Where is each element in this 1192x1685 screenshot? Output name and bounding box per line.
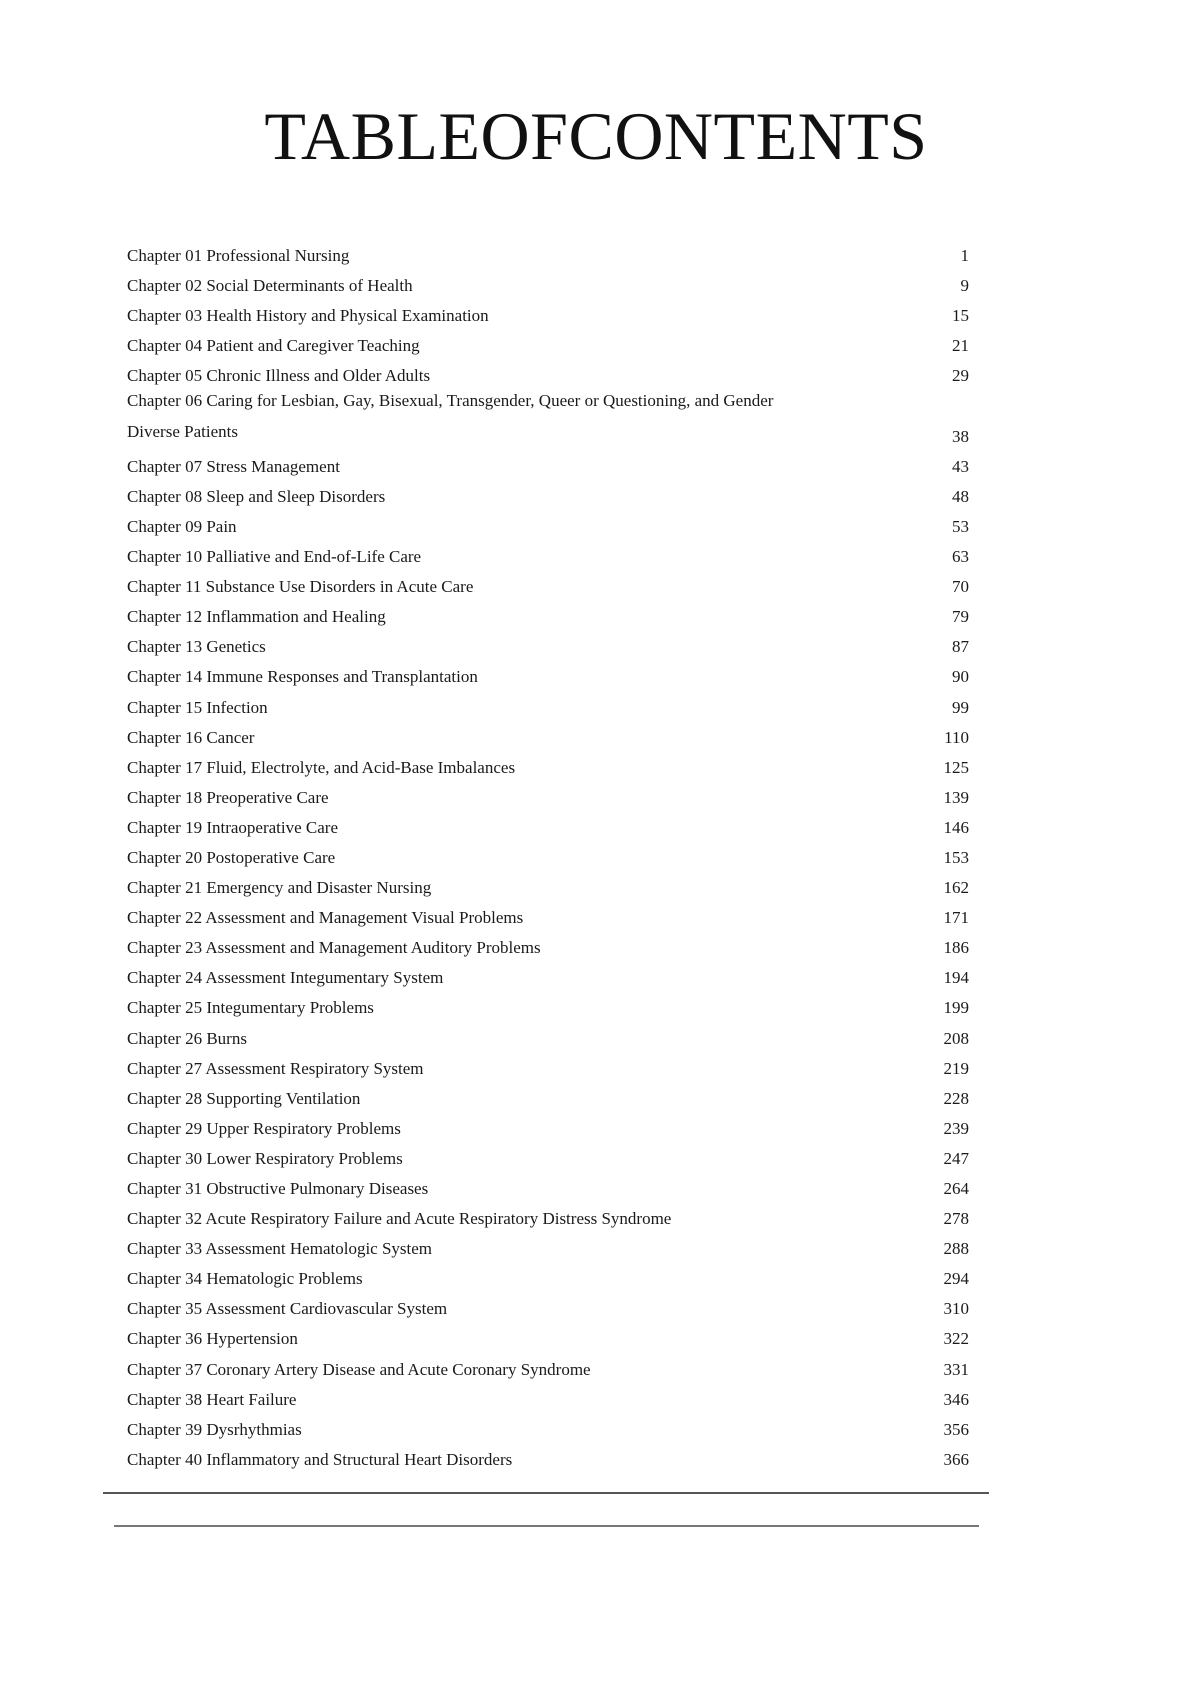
toc-entry-page-number: 228 [943, 1088, 969, 1108]
toc-entry-title: Chapter 11 Substance Use Disorders in Acute Care [127, 577, 474, 597]
toc-entry-page-number: 70 [952, 577, 969, 597]
toc-entry[interactable] [127, 386, 969, 446]
toc-entry-page-number: 38 [952, 426, 969, 446]
toc-entry-page-number: 99 [952, 697, 969, 717]
toc-entry[interactable] [127, 1169, 969, 1199]
toc-entry-page-number: 53 [952, 516, 969, 536]
toc-entry[interactable] [127, 868, 969, 898]
toc-entry-title: Chapter 40 Inflammatory and Structural Heart Disorders [127, 1449, 513, 1469]
toc-entry-page-number: 43 [952, 456, 969, 476]
toc-entry-page-number: 278 [943, 1209, 969, 1229]
toc-entry-title: Chapter 36 Hypertension [127, 1329, 298, 1349]
toc-entry-title: Chapter 33 Assessment Hematologic System [127, 1239, 433, 1259]
toc-entry-page-number: 171 [943, 908, 969, 928]
toc-entry-title: Chapter 06 Caring for Lesbian, Gay, Bisexual, Transgender, Queer or Questioning, and Gender Diverse Patients [127, 391, 774, 441]
toc-entry[interactable] [127, 1139, 969, 1169]
toc-entry-title: Chapter 32 Acute Respiratory Failure and Acute Respiratory Distress Syndrome [127, 1209, 672, 1229]
toc-entry-title: Chapter 26 Burns [127, 1028, 247, 1048]
toc-entry-title: Chapter 25 Integumentary Problems [127, 998, 374, 1018]
toc-entry[interactable] [127, 958, 969, 988]
toc-entry[interactable] [127, 748, 969, 778]
toc-entry-page-number: 1 [960, 246, 969, 266]
toc-entry-page-number: 9 [960, 276, 969, 296]
toc-entry-title: Chapter 07 Stress Management [127, 456, 340, 476]
toc-entry-title: Chapter 14 Immune Responses and Transplantation [127, 667, 478, 687]
toc-entry[interactable] [127, 1079, 969, 1109]
toc-entry[interactable] [127, 1440, 969, 1470]
toc-entry-page-number: 331 [943, 1359, 969, 1379]
toc-entry-page-number: 15 [952, 306, 969, 326]
toc-entry-title: Chapter 29 Upper Respiratory Problems [127, 1118, 401, 1138]
toc-entry[interactable] [127, 898, 969, 928]
toc-entry-title: Chapter 16 Cancer [127, 727, 255, 747]
toc-entry[interactable] [127, 447, 969, 477]
toc-entry-title: Chapter 01 Professional Nursing [127, 246, 350, 266]
toc-entry[interactable] [127, 1319, 969, 1349]
toc-entry-title: Chapter 38 Heart Failure [127, 1389, 297, 1409]
toc-entry-page-number: 153 [943, 847, 969, 867]
toc-entry[interactable] [127, 808, 969, 838]
toc-entry-page-number: 247 [943, 1148, 969, 1168]
divider-line [103, 1492, 989, 1494]
toc-entry-title: Chapter 12 Inflammation and Healing [127, 607, 386, 627]
toc-entry-page-number: 208 [943, 1028, 969, 1048]
toc-entry-title: Chapter 13 Genetics [127, 637, 266, 657]
divider-line [114, 1525, 979, 1527]
toc-entry-page-number: 366 [943, 1449, 969, 1469]
toc-entry[interactable] [127, 1199, 969, 1229]
toc-entry-title: Chapter 24 Assessment Integumentary System [127, 968, 444, 988]
toc-entry-title: Chapter 04 Patient and Caregiver Teaching [127, 336, 420, 356]
toc-entry-page-number: 288 [943, 1239, 969, 1259]
toc-entry[interactable] [127, 1109, 969, 1139]
toc-entry-title: Chapter 15 Infection [127, 697, 268, 717]
toc-entry[interactable] [127, 1049, 969, 1079]
toc-entry-title: Chapter 10 Palliative and End-of-Life Care [127, 547, 422, 567]
toc-entry[interactable] [127, 1229, 969, 1259]
toc-entry-title: Chapter 28 Supporting Ventilation [127, 1088, 361, 1108]
toc-entry-title: Chapter 27 Assessment Respiratory System [127, 1058, 424, 1078]
toc-entry[interactable] [127, 266, 969, 296]
toc-entry-page-number: 21 [952, 336, 969, 356]
toc-entry-title: Chapter 02 Social Determinants of Health [127, 276, 413, 296]
toc-entry-page-number: 199 [943, 998, 969, 1018]
toc-entry-title: Chapter 09 Pain [127, 516, 237, 536]
toc-entry-title: Chapter 37 Coronary Artery Disease and Acute Coronary Syndrome [127, 1359, 591, 1379]
toc-entry-title: Chapter 30 Lower Respiratory Problems [127, 1148, 403, 1168]
toc-entry[interactable] [127, 597, 969, 627]
toc-entry-title: Chapter 21 Emergency and Disaster Nursing [127, 878, 432, 898]
toc-entry[interactable] [127, 326, 969, 356]
toc-entry-title: Chapter 17 Fluid, Electrolyte, and Acid-Base Imbalances [127, 757, 516, 777]
toc-entry-page-number: 79 [952, 607, 969, 627]
toc-entry-page-number: 322 [943, 1329, 969, 1349]
toc-entry[interactable] [127, 988, 969, 1018]
toc-entry-page-number: 186 [943, 938, 969, 958]
toc-entry[interactable] [127, 477, 969, 507]
toc-entry[interactable] [127, 718, 969, 748]
toc-entry[interactable] [127, 778, 969, 808]
toc-entry-page-number: 239 [943, 1118, 969, 1138]
toc-entry[interactable] [127, 1289, 969, 1319]
table-of-contents [127, 236, 969, 1470]
toc-entry-title: Chapter 39 Dysrhythmias [127, 1419, 302, 1439]
toc-entry-page-number: 48 [952, 486, 969, 506]
toc-entry[interactable] [127, 928, 969, 958]
toc-entry[interactable] [127, 1259, 969, 1289]
toc-entry-page-number: 146 [943, 817, 969, 837]
toc-entry-page-number: 264 [943, 1179, 969, 1198]
toc-entry[interactable] [127, 507, 969, 537]
toc-entry[interactable] [127, 1018, 969, 1048]
toc-entry[interactable] [127, 657, 969, 687]
toc-entry-page-number: 162 [943, 878, 969, 898]
toc-entry[interactable] [127, 838, 969, 868]
toc-entry-page-number: 63 [952, 547, 969, 567]
toc-entry-page-number: 294 [943, 1269, 969, 1289]
toc-entry-page-number: 29 [952, 366, 969, 386]
toc-entry[interactable] [127, 236, 969, 266]
toc-entry-page-number: 90 [952, 667, 969, 687]
toc-entry-page-number: 125 [943, 757, 969, 777]
toc-entry-page-number: 194 [943, 968, 969, 988]
page-title: TABLEOFCONTENTS [264, 98, 928, 174]
toc-entry-page-number: 346 [943, 1389, 969, 1409]
toc-entry-title: Chapter 18 Preoperative Care [127, 787, 329, 807]
toc-entry-title: Chapter 23 Assessment and Management Auditory Problems [127, 938, 541, 958]
toc-entry[interactable] [127, 356, 969, 386]
toc-entry[interactable] [127, 567, 969, 597]
toc-entry-title: Chapter 05 Chronic Illness and Older Adults [127, 366, 431, 386]
toc-entry[interactable] [127, 1349, 969, 1379]
toc-entry-page-number: 110 [944, 727, 969, 747]
toc-entry-title: Chapter 31 Obstructive Pulmonary Diseases [127, 1179, 429, 1198]
toc-entry-page-number: 356 [943, 1419, 969, 1439]
toc-entry-title: Chapter 22 Assessment and Management Visual Problems [127, 908, 524, 928]
toc-entry-title: Chapter 03 Health History and Physical Examination [127, 306, 489, 326]
toc-entry[interactable] [127, 296, 969, 326]
toc-entry[interactable] [127, 627, 969, 657]
toc-entry-title: Chapter 34 Hematologic Problems [127, 1269, 363, 1289]
toc-entry-title: Chapter 35 Assessment Cardiovascular System [127, 1299, 448, 1319]
toc-entry-title: Chapter 20 Postoperative Care [127, 847, 336, 867]
toc-entry[interactable] [127, 1380, 969, 1410]
toc-entry-page-number: 310 [943, 1299, 969, 1319]
toc-entry[interactable] [127, 687, 969, 717]
toc-entry-page-number: 87 [952, 637, 969, 657]
toc-entry-page-number: 139 [943, 787, 969, 807]
toc-entry-page-number: 219 [943, 1058, 969, 1078]
toc-entry[interactable] [127, 537, 969, 567]
toc-entry-title: Chapter 08 Sleep and Sleep Disorders [127, 486, 386, 506]
toc-entry[interactable] [127, 1410, 969, 1440]
toc-entry-title: Chapter 19 Intraoperative Care [127, 817, 338, 837]
